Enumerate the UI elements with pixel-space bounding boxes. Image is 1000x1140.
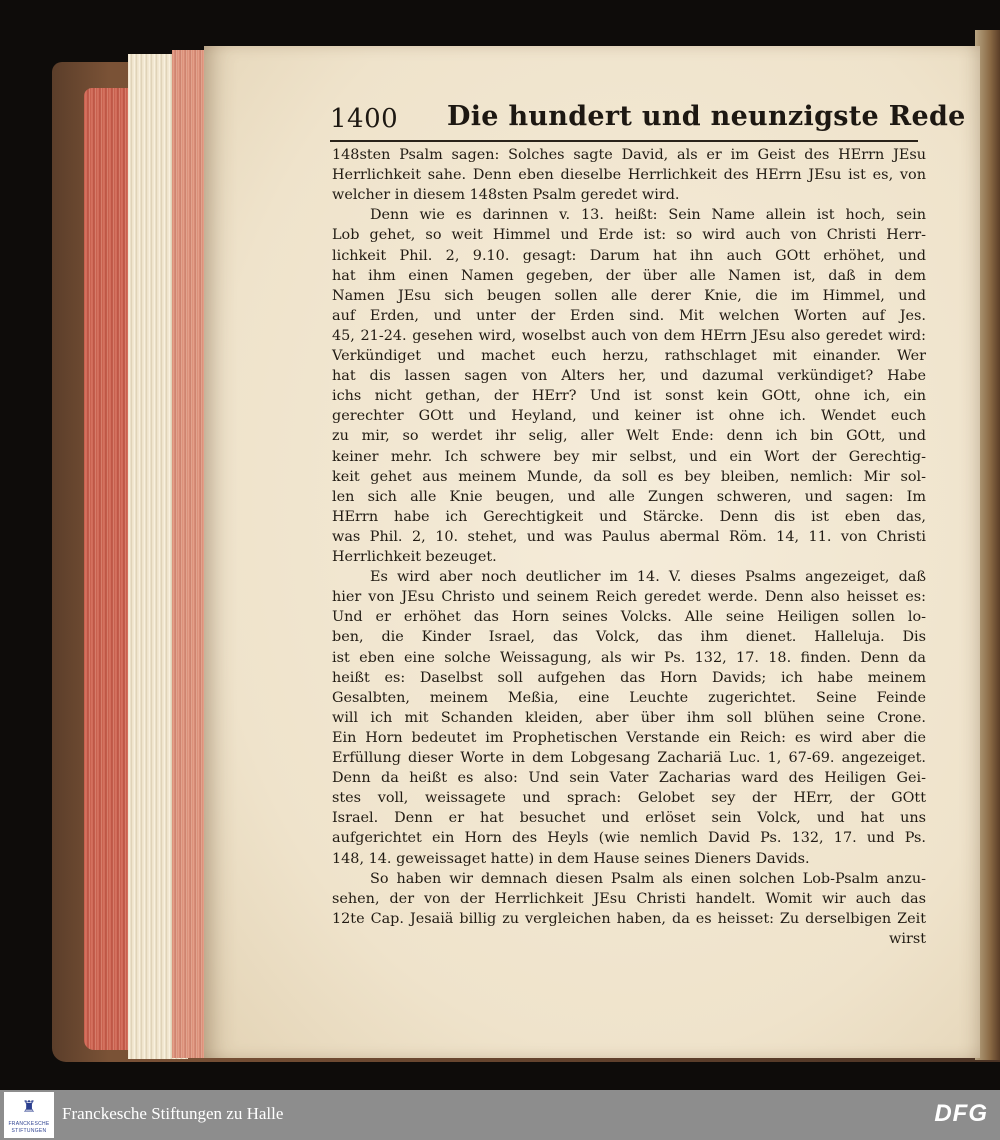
text-line: sehen, der von der Herrlichkeit JEsu Christi handelt. Womit wir auch das xyxy=(332,890,926,907)
text-line: Und er erhöhet das Horn seines Volcks. Alle seine Heiligen sollen lo- xyxy=(332,609,926,626)
text-line: Denn wie es darinnen v. 13. heißt: Sein Name allein ist hoch, sein xyxy=(370,207,926,224)
text-line: stes voll, weissagete und sprach: Gelobet sey der HErr, der GOtt xyxy=(332,790,926,807)
text-line: keiner mehr. Ich schwere bey mir selbst, und ein Wort der Gerechtig- xyxy=(332,448,926,465)
text-line: HErrn habe ich Gerechtigkeit und Stärcke. Denn dis ist eben das, xyxy=(332,508,926,525)
dfg-logo[interactable]: DFG xyxy=(934,1100,988,1127)
text-line: 45, 21-24. gesehen wird, woselbst auch von dem HErrn JEsu also geredet wird: xyxy=(332,327,926,344)
text-line: 148, 14. geweissaget hatte) in dem Hause seines Dieners Davids. xyxy=(332,850,810,867)
text-line: was Phil. 2, 10. stehet, und was Paulus abermal Röm. 14, 11. von Christi xyxy=(332,528,926,545)
text-line: Namen JEsu sich beugen sollen alle derer Knie, die im Himmel, und xyxy=(332,287,926,304)
text-line: Herrlichkeit bezeuget. xyxy=(332,549,497,565)
text-line: Verkündiget und machet euch herzu, rathschlaget mit einander. Wer xyxy=(332,348,926,364)
text-line: ist eben eine solche Weissagung, als wir Ps. 132, 17. 18. finden. Denn da xyxy=(332,649,926,666)
text-line: Lob gehet, so weit Himmel und Erde ist: so wird auch von Christi Herr- xyxy=(332,227,926,244)
logo-line-2: STIFTUNGEN xyxy=(11,1128,47,1134)
text-line: Gesalbten, meinem Meßia, eine Leuchte zugerichtet. Seine Feinde xyxy=(332,689,926,706)
text-line: 12te Cap. Jesaiä billig zu vergleichen haben, da es heisset: Zu derselbigen Zeit xyxy=(332,910,926,927)
page-number: 1400 xyxy=(330,104,399,134)
text-line: keit gehet aus meinem Munde, da soll es bey bleiben, nemlich: Mir sol- xyxy=(332,468,926,485)
text-line: will ich mit Schanden kleiden, aber über ihm soll blühen seine Crone. xyxy=(332,709,926,726)
crest-icon: ♜ xyxy=(21,1097,37,1116)
franckesche-stiftungen-logo[interactable] xyxy=(4,1092,54,1138)
text-line: ichs nicht gethan, der HErr? Und ist sonst kein GOtt, ohne ich, ein xyxy=(332,388,926,405)
text-line: auf Erden, und unter der Erden sind. Mit welchen Worten auf Jes. xyxy=(332,307,926,324)
text-line: lichkeit Phil. 2, 9.10. gesagt: Darum hat ihn auch GOtt erhöhet, und xyxy=(332,247,926,264)
text-line: gerechter GOtt und Heyland, und keiner ist ohne ich. Wendet euch xyxy=(332,408,926,425)
text-line: hat dis lassen sagen von Alters her, und dazumal verkündiget? Habe xyxy=(332,368,926,385)
text-line: hier von JEsu Christo und seinem Reich geredet werde. Denn also heisset es: xyxy=(332,589,926,606)
text-line: 148sten Psalm sagen: Solches sagte David, als er im Geist des HErrn JEsu xyxy=(332,147,926,163)
text-line: zu mir, so werdet ihr selig, aller Welt Ende: denn ich bin GOtt, und xyxy=(332,428,926,445)
body-text xyxy=(332,145,926,955)
text-line: hat ihm einen Namen gegeben, der über alle Namen ist, daß in dem xyxy=(332,267,926,284)
text-line: ben, die Kinder Israel, das Volck, das ihm dienet. Halleluja. Dis xyxy=(332,629,926,646)
logo-line-1: FRANCKESCHE xyxy=(8,1121,50,1127)
footer-bar xyxy=(0,1090,1000,1140)
text-line: Es wird aber noch deutlicher im 14. V. dieses Psalms angezeiget, daß xyxy=(370,569,926,586)
text-line: Herrlichkeit sahe. Denn eben dieselbe Herrlichkeit des HErrn JEsu ist es, von xyxy=(332,167,926,184)
text-line: welcher in diesem 148sten Psalm geredet wird. xyxy=(332,187,680,204)
running-head: Die hundert und neunzigste Rede xyxy=(447,101,966,132)
text-line: Erfüllung dieser Worte in dem Lobgesang Zachariä Luc. 1, 67-69. angezeiget. xyxy=(332,750,926,766)
institution-name: Franckesche Stiftungen zu Halle xyxy=(62,1104,284,1123)
text-line: Ein Horn bedeutet im Prophetischen Verstande ein Reich: es wird aber die xyxy=(332,729,926,746)
text-line: Israel. Denn er hat besuchet und erlöset sein Volck, und hat uns xyxy=(332,810,926,827)
text-line: So haben wir demnach diesen Psalm als einen solchen Lob-Psalm anzu- xyxy=(370,870,926,887)
text-line: len sich alle Knie beugen, und alle Zungen schweren, und sagen: Im xyxy=(332,488,926,505)
text-line: Denn da heißt es also: Und sein Vater Zacharias ward des Heiligen Gei- xyxy=(332,770,926,787)
text-line: wirst xyxy=(889,930,926,947)
page-edges-inner xyxy=(172,50,206,1058)
text-line: heißt es: Daselbst soll aufgehen das Horn Davids; ich habe meinem xyxy=(332,669,926,686)
page-edges-red xyxy=(84,88,130,1050)
header-rule xyxy=(330,140,918,142)
text-line: aufgerichtet ein Horn des Heyls (wie nemlich David Ps. 132, 17. und Ps. xyxy=(332,830,926,847)
